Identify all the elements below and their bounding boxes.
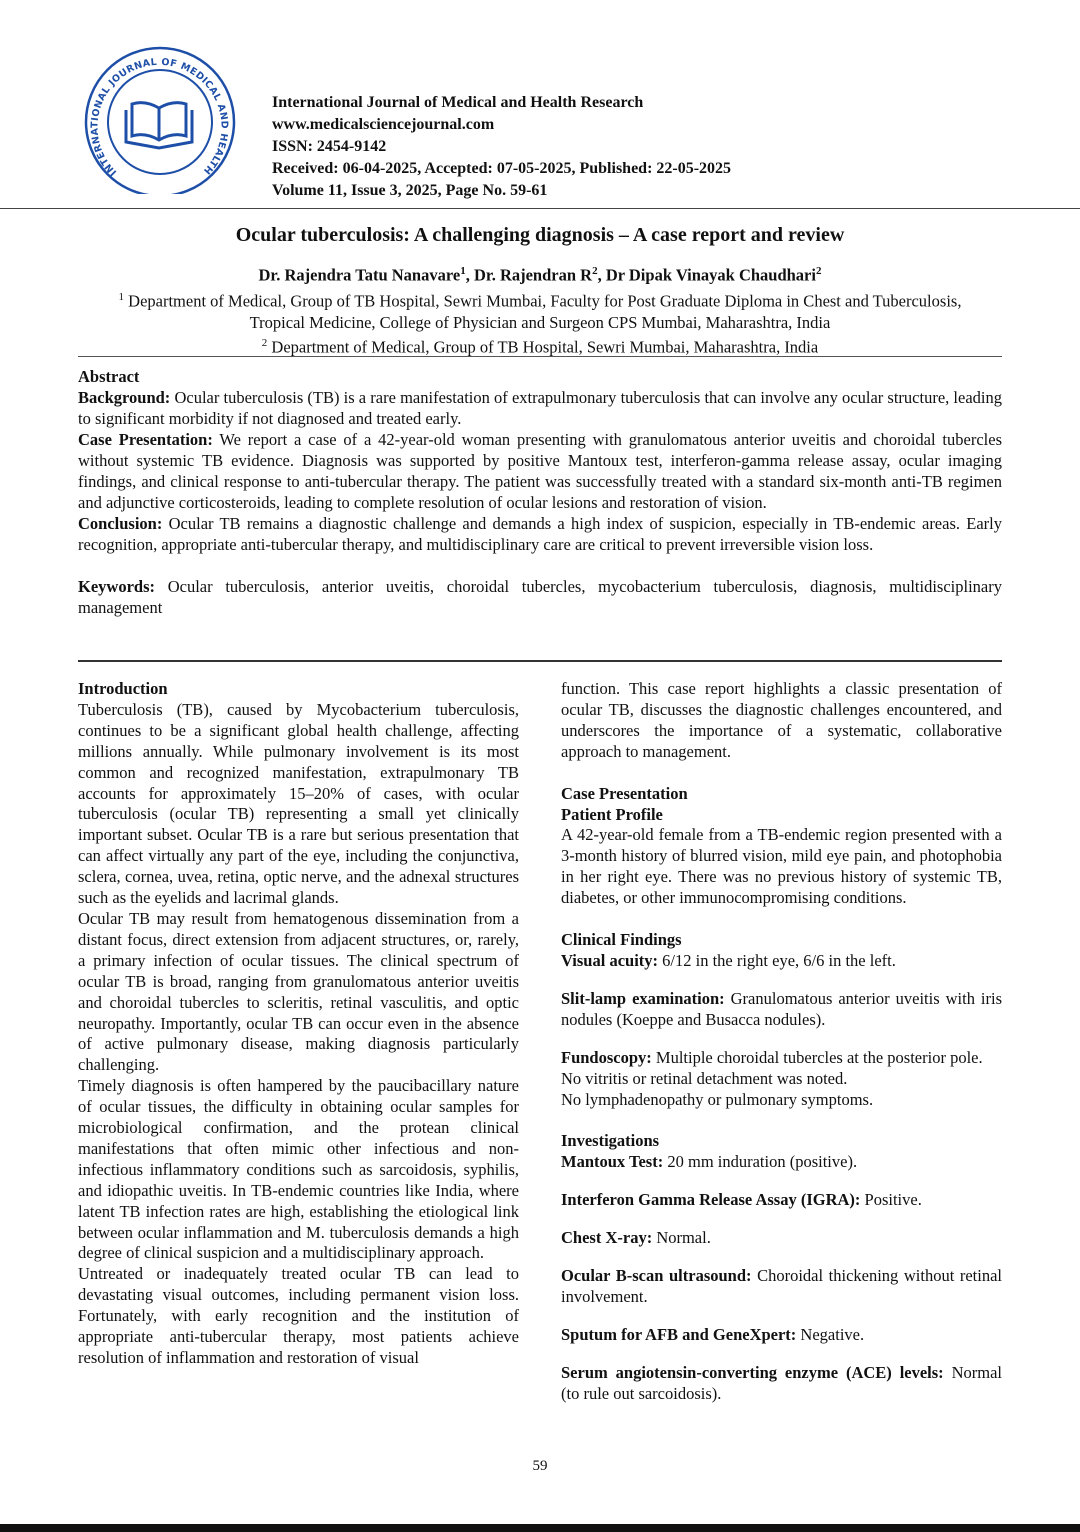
abstract-conclusion: Conclusion: Ocular TB remains a diagnostic challenge and demands a high index of suspicion, especially in TB-endemic areas. Early recognition, appropriate anti-tubercular therapy, and multidisciplinary care are critical to prevent irreversible vision loss. — [78, 514, 1002, 554]
sputum: Sputum for AFB and GeneXpert: Negative. — [561, 1324, 865, 1344]
bscan: Ocular B-scan ultrasound: Choroidal thickening without retinal involvement. — [561, 1266, 1002, 1306]
volume-info: Volume 11, Issue 3, 2025, Page No. 59-61 — [272, 182, 548, 199]
serum-ace: Serum angiotensin-converting enzyme (ACE) levels: Normal (to rule out sarcoidosis). — [561, 1362, 1003, 1403]
section-divider — [78, 356, 1002, 357]
fundoscopy-note: No vitritis or retinal detachment was noted. — [561, 1068, 848, 1088]
logo-ring-text: INTERNATIONAL JOURNAL OF MEDICAL AND HEALTH — [89, 56, 230, 178]
page-number: 59 — [532, 1458, 548, 1474]
intro-paragraph: Ocular TB may result from hematogenous dissemination from a distant focus, direct extension from adjacent structures, or, rarely, a primary infection of ocular tissues. The clinical spectrum of ocular TB is broad, ranging from granulomatous anterior uveitis and choroidal tubercles to scleritis, retinal vasculitis, and optic neuropathy. Importantly, ocular TB can occur even in the absence of active pulmonary disease, making diagnosis particularly challenging. — [78, 908, 519, 1075]
intro-paragraph: Tuberculosis (TB), caused by Mycobacterium tuberculosis, continues to be a significant global health challenge, affecting millions annually. While pulmonary involvement is its most common and recognized manifestation, extrapulmonary TB accounts for approximately 15–20% of cases, with ocular tuberculosis (ocular TB) representing a small yet clinically important subset. Ocular TB is a rare but serious presentation that can affect virtually any part of the eye, including the conjunctiva, sclera, cornea, uvea, retina, optic nerve, and the adnexal structures such as the eyelids and lacrimal glands. — [78, 699, 519, 908]
publication-dates: Received: 06-04-2025, Accepted: 07-05-2025, Published: 22-05-2025 — [272, 160, 732, 177]
author: Dr. Rajendran R — [473, 265, 593, 285]
author: Dr. Rajendra Tatu Nanavare — [258, 265, 461, 285]
author-separator: , — [465, 265, 474, 285]
author-sup: 1 — [460, 265, 466, 277]
affiliations — [110, 287, 970, 357]
author-sup: 2 — [592, 265, 598, 277]
article-title: Ocular tuberculosis: A challenging diagnosis – A case report and review — [235, 224, 845, 246]
profile-heading: Patient Profile — [561, 804, 663, 824]
affiliation-1: $^1$ Department of Medical, Group of TB Hospital, Sewri Mumbai, Faculty for Post Graduate Diploma in Chest and Tuberculosis, Tropical Medicine, College of Physician and Surgeon CPS Mumbai, Maharashtra, India — [118, 291, 962, 332]
journal-info — [272, 92, 731, 202]
intro-continuation: function. This case report highlights a classic presentation of ocular TB, discusses the diagnostic challenges encountered, and underscores the importance of a systematic, collaborative approach to management. — [561, 679, 1002, 761]
keywords: Keywords: Ocular tuberculosis, anterior uveitis, choroidal tubercles, mycobacterium tuberculosis, diagnosis, multidisciplinary management — [78, 577, 1002, 617]
open-book-icon — [126, 103, 192, 148]
abstract-case: Case Presentation: We report a case of a 42-year-old woman presenting with granulomatous anterior uveitis and choroidal tubercles without systemic TB evidence. Diagnosis was supported by positive Mantoux test, interferon-gamma release assay, ocular imaging findings, and clinical response to anti-tubercular therapy. The patient was successfully treated with a standard six-month anti-TB regimen and adjunctive corticosteroids, leading to complete resolution of ocular lesions and restoration of vision. — [78, 430, 1002, 512]
bottom-bar — [0, 1524, 1080, 1532]
affiliation-2: $^2$ Department of Medical, Group of TB Hospital, Sewri Mumbai, Maharashtra, India — [261, 336, 819, 356]
issn: ISSN: 2454-9142 — [272, 138, 387, 155]
mantoux-test: Mantoux Test: 20 mm induration (positive). — [561, 1152, 858, 1172]
abstract-heading: Abstract — [78, 367, 140, 386]
profile-text: A 42-year-old female from a TB-endemic region presented with a 3-month history of blurred vision, mild eye pain, and photophobia in her right eye. There was no previous history of systemic TB, diabetes, or other immunocompromising conditions. — [561, 825, 1002, 908]
journal-logo — [80, 44, 238, 194]
left-column — [78, 679, 519, 1369]
header-divider — [0, 208, 1080, 209]
fundoscopy: Fundoscopy: Multiple choroidal tubercles at the posterior pole. — [561, 1047, 983, 1067]
slit-lamp: Slit-lamp examination: Granulomatous anterior uveitis with iris nodules (Koeppe and Busacca nodules). — [561, 988, 1003, 1029]
abstract-divider — [78, 660, 1002, 662]
journal-name: International Journal of Medical and Health Research — [272, 94, 644, 111]
author-list — [0, 265, 1080, 286]
author-sup: 2 — [815, 265, 822, 277]
clinical-heading: Clinical Findings — [561, 930, 682, 950]
journal-website[interactable]: www.medicalsciencejournal.com — [272, 116, 495, 133]
author-separator: , — [597, 265, 606, 285]
fundoscopy-note: No lymphadenopathy or pulmonary symptoms. — [561, 1089, 874, 1109]
investigations-heading: Investigations — [561, 1131, 660, 1151]
visual-acuity: Visual acuity: 6/12 in the right eye, 6/6 in the left. — [561, 950, 896, 970]
case-heading: Case Presentation — [561, 783, 688, 803]
igra: Interferon Gamma Release Assay (IGRA): Positive. — [561, 1190, 922, 1210]
introduction-heading: Introduction — [78, 679, 168, 698]
right-column — [561, 679, 1002, 1405]
chest-xray: Chest X-ray: Normal. — [561, 1228, 711, 1248]
abstract — [78, 366, 1002, 618]
intro-paragraph: Untreated or inadequately treated ocular TB can lead to devastating visual outcomes, including permanent vision loss. Fortunately, with early recognition and the institution of appropriate anti-tubercular therapy, most patients achieve resolution of inflammation and restoration of visual — [78, 1264, 519, 1367]
author: Dr Dipak Vinayak Chaudhari — [605, 265, 816, 285]
abstract-background: Background: Ocular tuberculosis (TB) is a rare manifestation of extrapulmonary tuberculosis that can involve any ocular structure, leading to significant morbidity if not diagnosed and treated early. — [78, 388, 1002, 428]
intro-paragraph: Timely diagnosis is often hampered by the paucibacillary nature of ocular tissues, the difficulty in obtaining ocular samples for microbiological confirmation, and the protean clinical manifestations that often mimic other infectious and non-infectious inflammatory conditions such as sarcoidosis, syphilis, and idiopathic uveitis. In TB-endemic countries like India, where latent TB infection rates are high, establishing the etiological link between ocular inflammation and M. tuberculosis demands a high degree of clinical suspicion and a multidisciplinary approach. — [78, 1076, 519, 1263]
